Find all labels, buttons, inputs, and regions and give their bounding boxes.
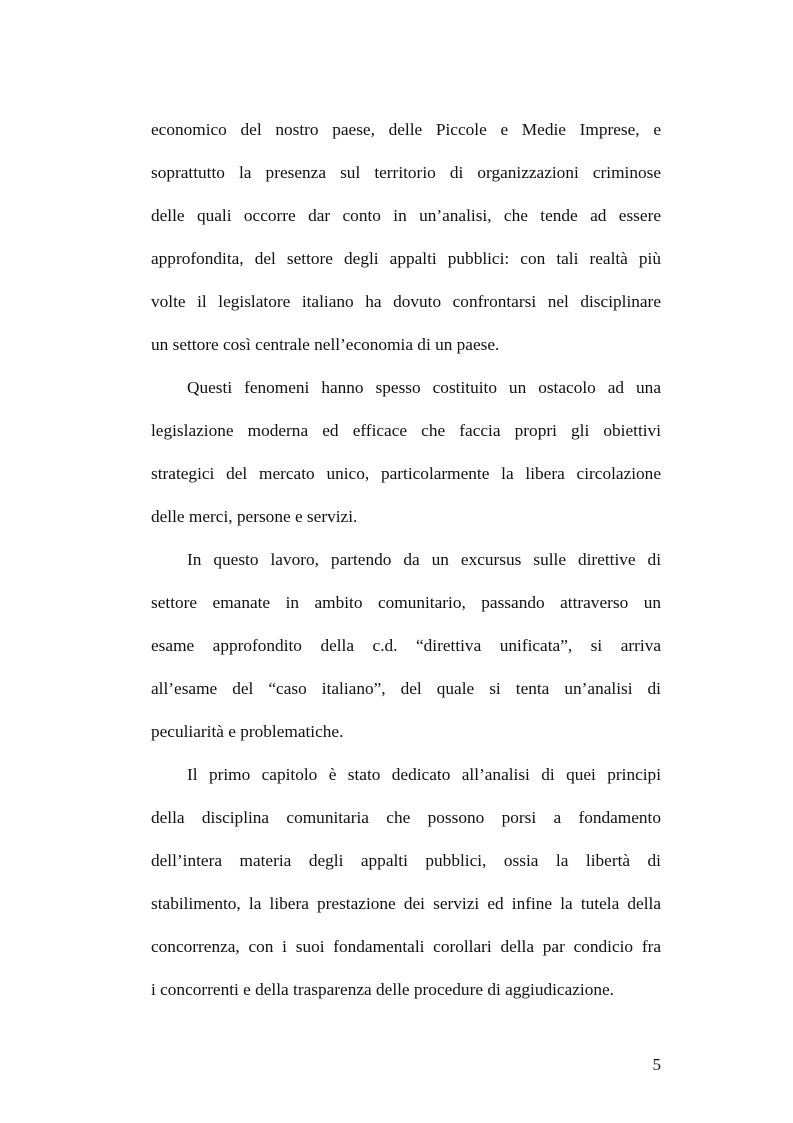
text-line: approfondita, del settore degli appalti pubblici: con tali realtà più — [151, 249, 661, 268]
text-line: peculiarità e problematiche. — [151, 722, 344, 741]
text-line: all’esame del “caso italiano”, del quale si tenta un’analisi di — [151, 679, 661, 698]
text-line: legislazione moderna ed efficace che faccia propri gli obiettivi — [151, 421, 661, 440]
text-line: un settore così centrale nell’economia di un paese. — [151, 335, 500, 354]
text-line: i concorrenti e della trasparenza delle procedure di aggiudicazione. — [151, 980, 614, 999]
text-line: economico del nostro paese, delle Piccole e Medie Imprese, e — [151, 120, 661, 139]
text-line: Il primo capitolo è stato dedicato all’analisi di quei principi — [187, 765, 661, 784]
page-body — [151, 108, 661, 1011]
text-line: Questi fenomeni hanno spesso costituito un ostacolo ad una — [187, 378, 661, 397]
text-line: delle merci, persone e servizi. — [151, 507, 358, 526]
text-line: delle quali occorre dar conto in un’analisi, che tende ad essere — [151, 206, 661, 225]
text-line: volte il legislatore italiano ha dovuto confrontarsi nel disciplinare — [151, 292, 661, 311]
page-number: 5 — [652, 1055, 661, 1074]
text-line: della disciplina comunitaria che possono porsi a fondamento — [151, 808, 661, 827]
text-line: esame approfondito della c.d. “direttiva unificata”, si arriva — [151, 636, 661, 655]
text-line: stabilimento, la libera prestazione dei servizi ed infine la tutela della — [151, 894, 661, 913]
text-line: settore emanate in ambito comunitario, passando attraverso un — [151, 593, 661, 612]
text-line: soprattutto la presenza sul territorio di organizzazioni criminose — [151, 163, 661, 182]
text-line: dell’intera materia degli appalti pubblici, ossia la libertà di — [151, 851, 661, 870]
text-line: concorrenza, con i suoi fondamentali corollari della par condicio fra — [151, 937, 661, 956]
text-line: strategici del mercato unico, particolarmente la libera circolazione — [151, 464, 661, 483]
text-line: In questo lavoro, partendo da un excursus sulle direttive di — [187, 550, 661, 569]
